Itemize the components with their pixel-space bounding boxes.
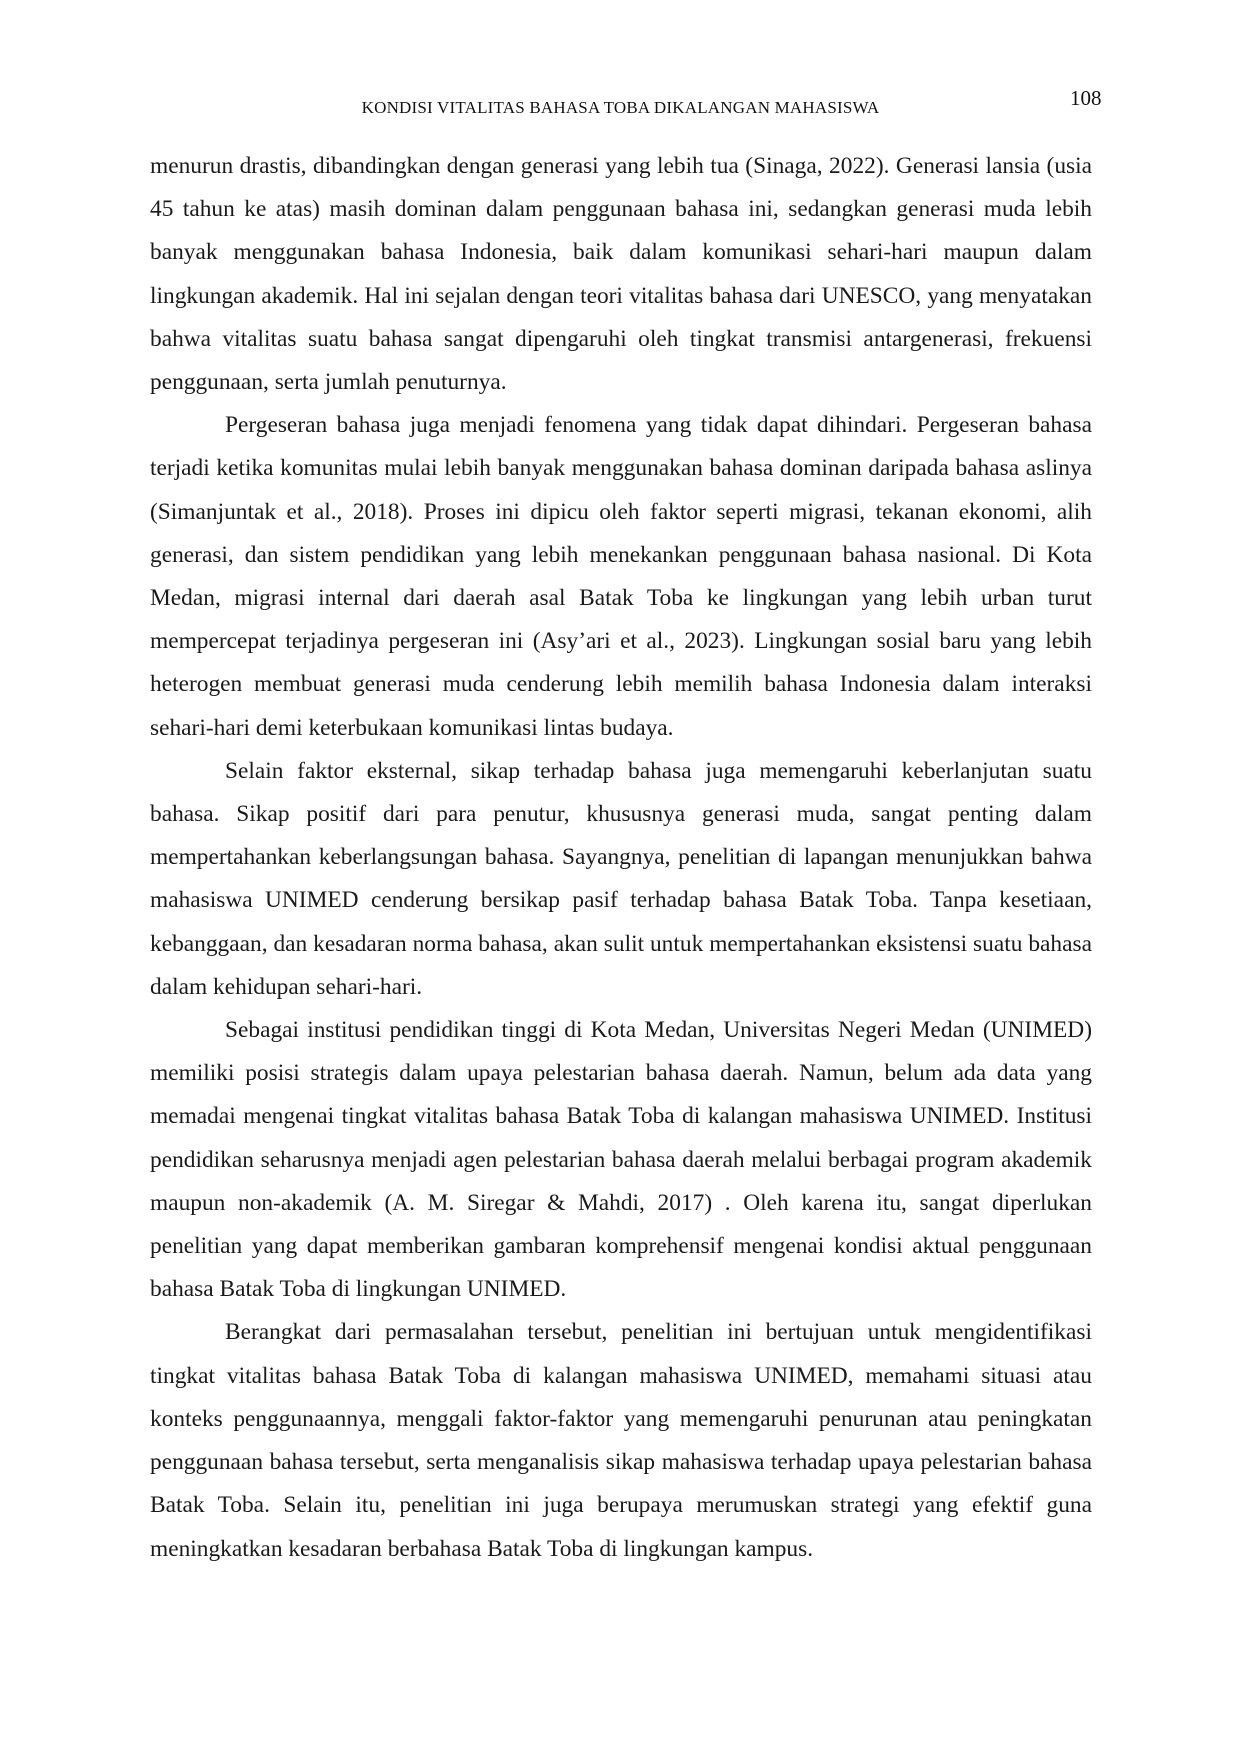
running-header: KONDISI VITALITAS BAHASA TOBA DIKALANGAN MAHASISWA	[361, 98, 880, 117]
paragraph-research-aims: Berangkat dari permasalahan tersebut, penelitian ini bertujuan untuk mengidentifikasi tingkat vitalitas bahasa Batak Toba di kalangan mahasiswa UNIMED, memahami situasi atau konteks penggunaannya, menggali faktor-faktor yang memengaruhi penurunan atau peningkatan penggunaan bahasa tersebut, serta menganalisis sikap mahasiswa terhadap upaya pelestarian bahasa Batak Toba. Selain itu, penelitian ini juga berupaya merumuskan strategi yang efektif guna meningkatkan kesadaran berbahasa Batak Toba di lingkungan kampus.	[150, 1319, 1092, 1562]
paragraph-language-shift: Pergeseran bahasa juga menjadi fenomena yang tidak dapat dihindari. Pergeseran bahasa terjadi ketika komunitas mulai lebih banyak menggunakan bahasa dominan daripada bahasa aslinya (Simanjuntak et al., 2018). Proses ini dipicu oleh faktor seperti migrasi, tekanan ekonomi, alih generasi, dan sistem pendidikan yang lebih menekankan penggunaan bahasa nasional. Di Kota Medan, migrasi internal dari daerah asal Batak Toba ke lingkungan yang lebih urban turut mempercepat terjadinya pergeseran ini (Asy’ari et al., 2023). Lingkungan sosial baru yang lebih heterogen membuat generasi muda cenderung lebih memilih bahasa Indonesia dalam interaksi sehari-hari demi keterbukaan komunikasi lintas budaya.	[150, 412, 1092, 741]
body-text	[150, 145, 1092, 1571]
paragraph-language-attitude: Selain faktor eksternal, sikap terhadap bahasa juga memengaruhi keberlanjutan suatu bahasa. Sikap positif dari para penutur, khususnya generasi muda, sangat penting dalam mempertahankan keberlangsungan bahasa. Sayangnya, penelitian di lapangan menunjukkan bahwa mahasiswa UNIMED cenderung bersikap pasif terhadap bahasa Batak Toba. Tanpa kesetiaan, kebanggaan, dan kesadaran norma bahasa, akan sulit untuk mempertahankan eksistensi suatu bahasa dalam kehidupan sehari-hari.	[150, 757, 1092, 1000]
paragraph-unimed-role: Sebagai institusi pendidikan tinggi di Kota Medan, Universitas Negeri Medan (UNIMED) memiliki posisi strategis dalam upaya pelestarian bahasa daerah. Namun, belum ada data yang memadai mengenai tingkat vitalitas bahasa Batak Toba di kalangan mahasiswa UNIMED. Institusi pendidikan seharusnya menjadi agen pelestarian bahasa daerah melalui berbagai program akademik maupun non-akademik (A. M. Siregar & Mahdi, 2017) . Oleh karena itu, sangat diperlukan penelitian yang dapat memberikan gambaran komprehensif mengenai kondisi aktual penggunaan bahasa Batak Toba di lingkungan UNIMED.	[150, 1017, 1092, 1303]
paragraph-continuation: menurun drastis, dibandingkan dengan generasi yang lebih tua (Sinaga, 2022). Generasi lansia (usia 45 tahun ke atas) masih dominan dalam penggunaan bahasa ini, sedangkan generasi muda lebih banyak menggunakan bahasa Indonesia, baik dalam komunikasi sehari-hari maupun dalam lingkungan akademik. Hal ini sejalan dengan teori vitalitas bahasa dari UNESCO, yang menyatakan bahwa vitalitas suatu bahasa sangat dipengaruhi oleh tingkat transmisi antargenerasi, frekuensi penggunaan, serta jumlah penuturnya.	[150, 153, 1092, 396]
page-number: 108	[1070, 86, 1102, 110]
